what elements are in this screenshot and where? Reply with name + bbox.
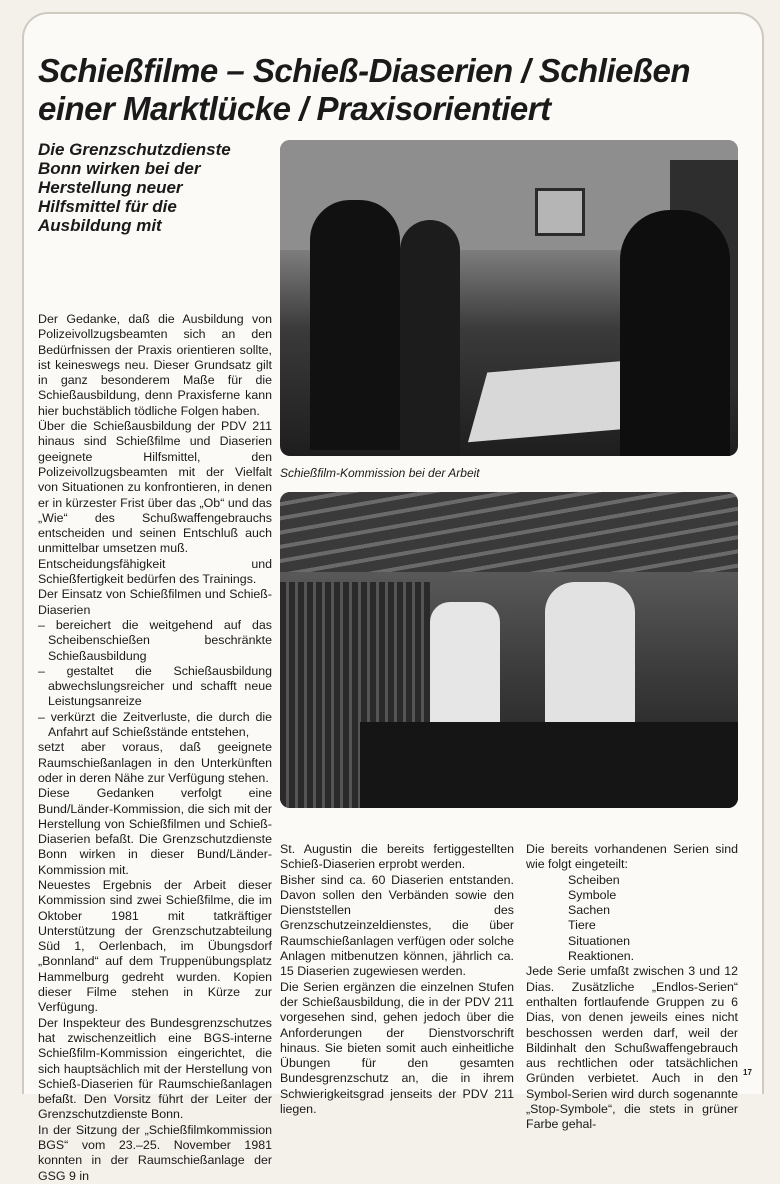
bullet-item: – bereichert die weitgehend auf das Scheibenschießen beschränkte Schießausbildung (38, 617, 272, 663)
series-category: Sachen (568, 903, 611, 918)
paragraph: Entscheidungsfähigkeit und Schießfertigkeit bedürfen des Trainings. (38, 556, 272, 587)
photo-caption: Schießfilm-Kommission bei der Arbeit (280, 466, 480, 480)
paragraph: Der Einsatz von Schießfilmen und Schieß-Diaserien (38, 587, 272, 617)
photo-commission-at-table (280, 140, 738, 456)
article-title: Schießfilme – Schieß-Diaserien / Schließen einer Marktlücke / Praxisorientiert (38, 52, 691, 127)
bullet-item: – verkürzt die Zeitverluste, die durch die Anfahrt auf Schießstände entstehen, (38, 709, 272, 740)
text-column-2 (280, 842, 514, 1117)
paragraph: Über die Schießausbildung der PDV 211 hinaus sind Schießfilme und Diaserien geeignete Hilfsmittel, den Polizeivollzugsbeamten mit der Vielfalt von Situationen zu konfrontieren, in denen er in kürzester Frist über das „Ob“ und das „Wie“ des Schußwaffengebrauchs entscheiden und seinen Entschluß auch unmittelbar umsetzen muß. (38, 419, 272, 556)
text-column-1 (38, 312, 272, 1184)
paragraph: Der Gedanke, daß die Ausbildung von Polizeivollzugsbeamten sich an den Bedürfnissen der Praxis orientieren sollte, ist keineswegs neu. Dieser Grundsatz gilt in ganz besonderem Maße für die Schießausbildung, denn Praxisferne kann hier buchstäblich tödliche Folgen haben. (38, 312, 272, 418)
paragraph: Die Serien ergänzen die einzelnen Stufen der Schießausbildung, die in der PDV 211 vorgesehen sind, gehen jedoch über die Anforderungen der Dienstvorschrift hinaus. Sie bieten somit auch einheitliche Übungen für den gesamten Bundesgrenzschutz an, die in ihrem Schwierigkeitsgrad jenseits der PDV 211 liegen. (280, 979, 514, 1117)
paragraph: Der Inspekteur des Bundesgrenzschutzes hat zwischenzeitlich eine BGS-interne Schießfilm-Kommission eingerichtet, die sich hauptsächlich mit der Herstellung von Schieß-Diaserien für Raumschießanlagen befaßt. Den Vorsitz führt der Leiter der Grenzschutzdienste Bonn. (38, 1015, 272, 1122)
paragraph: Neuestes Ergebnis der Arbeit dieser Kommission sind zwei Schießfilme, die im Oktober 1981 mit tatkräftiger Unterstützung der Grenzschutzabteilung Süd 1, Oerlenbach, im Übungsdorf „Bonnland“ auf dem Truppenübungsplatz Hammelburg gedreht wurden. Kopien dieser Filme stehen in Kürze zur Verfügung. (38, 877, 272, 1015)
paragraph: Die bereits vorhandenen Serien sind wie folgt eingeteilt: (526, 842, 738, 872)
paragraph: St. Augustin die bereits fertiggestellten Schieß-Diaserien erprobt werden. (280, 842, 514, 872)
paragraph: setzt aber voraus, daß geeignete Raumschießanlagen in den Unterkünften oder in deren Nähe zur Verfügung stehen. (38, 740, 272, 785)
paragraph: Diese Gedanken verfolgt eine Bund/Länder-Kommission, die sich mit der Herstellung von Schießfilmen und Schieß-Diaserien befaßt. Die Grenzschutzdienste Bonn wirken in dieser Bund/Länder-Kommission mit. (38, 786, 272, 877)
bullet-item: – gestaltet die Schießausbildung abwechslungsreicher und schafft neue Leistungsanreize (38, 663, 272, 709)
series-category: Reaktionen. (568, 949, 635, 964)
series-category: Scheiben (568, 872, 620, 887)
article-subtitle: Die Grenzschutzdienste Bonn wirken bei der Herstellung neuer Hilfsmittel für die Ausbildung mit (38, 140, 231, 235)
paragraph: In der Sitzung der „Schießfilmkommission BGS“ vom 23.–25. November 1981 konnten in der Raumschießanlage der GSG 9 in (38, 1122, 272, 1183)
page-number: 17 (743, 1068, 752, 1077)
paragraph: Jede Serie umfaßt zwischen 3 und 12 Dias. Zusätzliche „Endlos-Serien“ enthalten fortlaufende Gruppen zu 6 Dias, von denen jeweils eines nicht beschossen werden darf, weil der Bildinhalt den Schußwaffengebrauch aus rechtlichen oder tatsächlichen Gründen verbietet. Auch in den Symbol-Serien wird durch sogenannte „Stop-Symbole“, die stets in grüner Farbe gehal- (526, 964, 738, 1132)
series-category: Situationen (568, 933, 631, 948)
text-column-3 (526, 842, 738, 1133)
paragraph: Bisher sind ca. 60 Diaserien entstanden. Davon sollen den Verbänden sowie den Dienststellen des Grenzschutzeinzeldienstes, die über Raumschießanlagen verfügen oder solche Anlagen mitbenutzen können, jährlich ca. 15 Diaserien zugewiesen werden. (280, 872, 514, 979)
series-category: Tiere (568, 918, 596, 933)
photo-shooting-range (280, 492, 738, 808)
bullet-list (38, 618, 272, 740)
series-category: Symbole (568, 887, 617, 902)
series-category-list (526, 873, 738, 965)
